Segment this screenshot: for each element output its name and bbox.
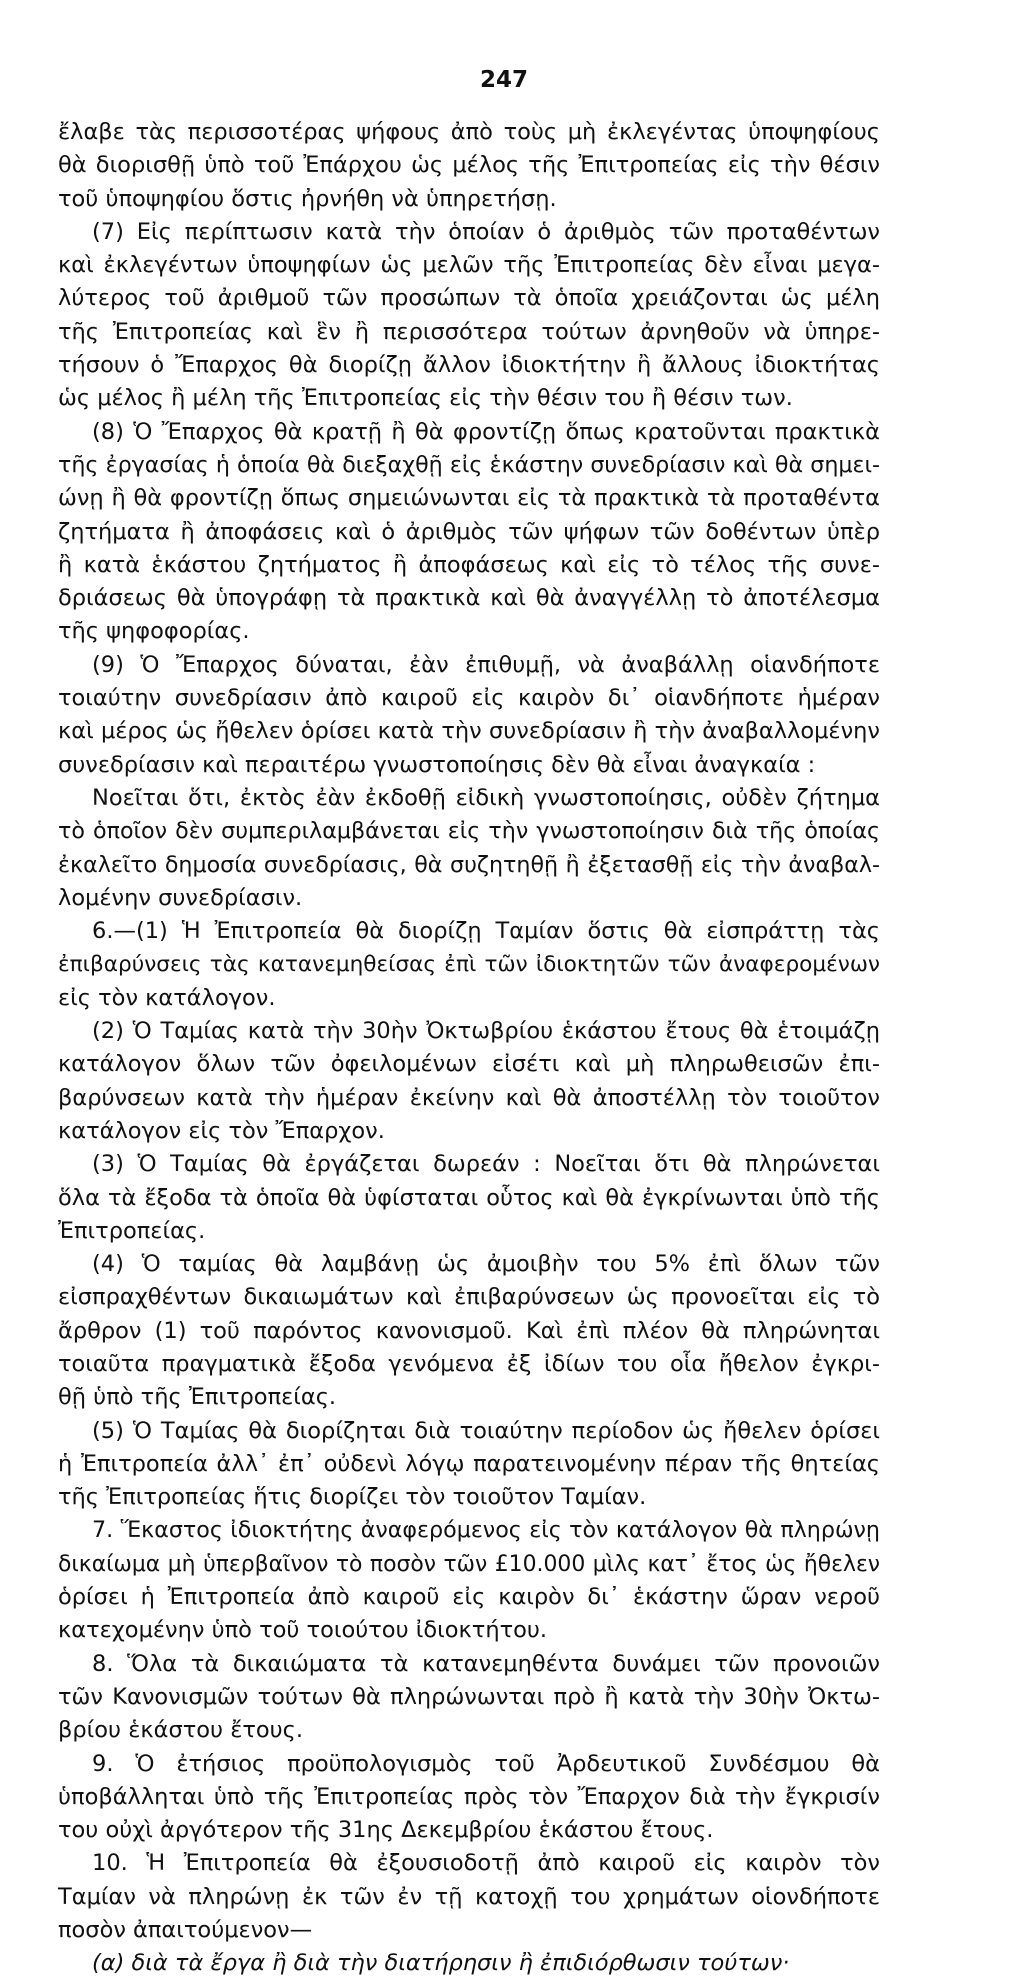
text-line: καὶ ἐκλεγέντων ὑποψηφίων ὡς μελῶν τῆς Ἐπιτροπείας δὲν εἶναι μεγα-: [58, 252, 880, 279]
paragraph-7: [58, 216, 880, 416]
text-line: 7. Ἕκαστος ἰδιοκτήτης ἀναφερόμενος εἰς τὸν κατάλογον θὰ πληρώνῃ: [92, 1517, 880, 1544]
text-line: ζητήματα ἢ ἀποφάσεις καὶ ὁ ἀριθμὸς τῶν ψήφων τῶν δοθέντων ὑπὲρ: [58, 518, 880, 545]
text-line: ἐκαλεῖτο δημοσία συνεδρίασις, θὰ συζητηθῇ ἢ ἐξετασθῇ εἰς τὴν ἀναβαλ-: [58, 851, 880, 878]
text-line: ὡς μέλος ἢ μέλη τῆς Ἐπιτροπείας εἰς τὴν θέσιν του ἢ θέσιν των.: [58, 385, 793, 412]
text-line: (α) διὰ τὰ ἔργα ἢ διὰ τὴν διατήρησιν ἢ ἐπιδιόρθωσιν τούτων·: [92, 1950, 790, 1977]
paragraph-9: [58, 649, 880, 782]
text-line: ἔλαβε τὰς περισσοτέρας ψήφους ἀπὸ τοὺς μὴ ἐκλεγέντας ὑποψηφίους: [58, 119, 880, 145]
text-line: εἰσπραχθέντων δικαιωμάτων καὶ ἐπιβαρύνσεων ὡς προνοεῖται εἰς τὸ: [58, 1284, 880, 1311]
section-7: [58, 1514, 880, 1647]
text-line: Νοεῖται ὅτι, ἐκτὸς ἐὰν ἐκδοθῇ εἰδικὴ γνωστοποίησις, οὐδὲν ζήτημα: [92, 784, 880, 811]
text-line: ὑποβάλληται ὑπὸ τῆς Ἐπιτροπείας πρὸς τὸν Ἔπαρχον διὰ τὴν ἔγκρισίν: [58, 1783, 880, 1810]
text-line: τοῦ ὑποψηφίου ὅστις ἠρνήθη νὰ ὑπηρετήσῃ.: [58, 185, 557, 212]
text-line: 9. Ὁ ἐτήσιος προϋπολογισμὸς τοῦ Ἀρδευτικοῦ Συνδέσμου θὰ: [92, 1750, 880, 1777]
document-page: [58, 58, 880, 1977]
text-line: ποσὸν ἀπαιτούμενον—: [58, 1917, 313, 1944]
text-line: κατεχομένην ὑπὸ τοῦ τοιούτου ἰδιοκτήτου.: [58, 1617, 548, 1644]
text-line: (7) Εἰς περίπτωσιν κατὰ τὴν ὁποίαν ὁ ἀριθμὸς τῶν προταθέντων: [92, 218, 880, 245]
text-line: 6.—(1) Ἡ Ἐπιτροπεία θὰ διορίζῃ Ταμίαν ὅστις θὰ εἰσπράττῃ τὰς: [92, 918, 880, 945]
text-line: Ταμίαν νὰ πληρώνῃ ἐκ τῶν ἐν τῇ κατοχῇ του χρημάτων οἱονδήποτε: [58, 1883, 880, 1910]
text-line: (2) Ὁ Ταμίας κατὰ τὴν 30ὴν Ὀκτωβρίου ἑκάστου ἔτους θὰ ἑτοιμάζῃ: [92, 1018, 880, 1045]
text-line: ἐπιβαρύνσεις τὰς κατανεμηθείσας ἐπὶ τῶν ἰδιοκτητῶν τῶν ἀναφερομένων: [58, 952, 880, 978]
text-line: τῆς Ἐπιτροπείας καὶ ἓν ἢ περισσότερα τούτων ἀρνηθοῦν νὰ ὑπηρε-: [58, 318, 880, 345]
text-line: τοιαύτην συνεδρίασιν ἀπὸ καιροῦ εἰς καιρὸν δι᾽ οἱανδήποτε ἡμέραν: [58, 685, 880, 712]
paragraph-continuation: [58, 116, 880, 216]
text-line: βρίου ἑκάστου ἔτους.: [58, 1717, 304, 1744]
section-10-a: [58, 1947, 880, 1980]
text-line: θὰ διορισθῇ ὑπὸ τοῦ Ἐπάρχου ὡς μέλος τῆς Ἐπιτροπείας εἰς τὴν θέσιν: [58, 152, 880, 179]
text-line: ὅλα τὰ ἔξοδα τὰ ὁποῖα θὰ ὑφίσταται οὗτος καὶ θὰ ἐγκρίνωνται ὑπὸ τῆς: [58, 1184, 880, 1211]
text-line: ἄρθρον (1) τοῦ παρόντος κανονισμοῦ. Καὶ ἐπὶ πλέον θὰ πληρώνηται: [58, 1317, 880, 1344]
text-line: (3) Ὁ Ταμίας θὰ ἐργάζεται δωρεάν : Νοεῖται ὅτι θὰ πληρώνεται: [92, 1151, 880, 1178]
text-line: δριάσεως θὰ ὑπογράφῃ τὰ πρακτικὰ καὶ θὰ ἀναγγέλλῃ τὸ ἀποτέλεσμα: [58, 585, 880, 612]
text-line: κατάλογον ὅλων τῶν ὀφειλομένων εἰσέτι καὶ μὴ πληρωθεισῶν ἐπι-: [58, 1051, 880, 1078]
text-line: λύτερος τοῦ ἀριθμοῦ τῶν προσώπων τὰ ὁποῖα χρειάζονται ὡς μέλη: [58, 285, 880, 312]
text-line: Ἐπιτροπείας.: [58, 1217, 206, 1244]
section-9: [58, 1748, 880, 1848]
paragraph-9-proviso: [58, 782, 880, 915]
text-line: δικαίωμα μὴ ὑπερβαῖνον τὸ ποσὸν τῶν £10.000 μὶλς κατ᾽ ἔτος ὡς ἤθελεν: [58, 1551, 880, 1577]
text-line: ὁρίσει ἡ Ἐπιτροπεία ἀπὸ καιροῦ εἰς καιρὸν δι᾽ ἑκάστην ὥραν νεροῦ: [58, 1584, 880, 1611]
document-body: [58, 116, 880, 1981]
page-number: 247: [479, 67, 528, 93]
section-6-4: [58, 1248, 880, 1414]
text-line: τῶν Κανονισμῶν τούτων θὰ πληρώνωνται πρὸ ἢ κατὰ τὴν 30ὴν Ὀκτω-: [58, 1683, 880, 1710]
section-10: [58, 1847, 880, 1947]
text-line: βαρύνσεων κατὰ τὴν ἡμέραν ἐκείνην καὶ θὰ ἀποστέλλῃ τὸν τοιοῦτον: [58, 1084, 880, 1111]
text-line: εἰς τὸν κατάλογον.: [58, 984, 276, 1011]
section-6-5: [58, 1415, 880, 1515]
section-6-1: [58, 915, 880, 1015]
text-line: (8) Ὁ Ἔπαρχος θὰ κρατῇ ἢ θὰ φροντίζῃ ὅπως κρατοῦνται πρακτικὰ: [92, 418, 880, 445]
text-line: θῇ ὑπὸ τῆς Ἐπιτροπείας.: [58, 1384, 337, 1411]
text-line: συνεδρίασιν καὶ περαιτέρω γνωστοποίησις δὲν θὰ εἶναι ἀναγκαία :: [58, 751, 816, 778]
text-line: 8. Ὅλα τὰ δικαιώματα τὰ κατανεμηθέντα δυνάμει τῶν προνοιῶν: [92, 1650, 880, 1677]
text-line: τοιαῦτα πραγματικὰ ἔξοδα γενόμενα ἐξ ἰδίων του οἷα ἤθελον ἐγκρι-: [58, 1350, 880, 1377]
text-line: λομένην συνεδρίασιν.: [58, 884, 303, 911]
section-8: [58, 1648, 880, 1748]
text-line: 10. Ἡ Ἐπιτροπεία θὰ ἐξουσιοδοτῇ ἀπὸ καιροῦ εἰς καιρὸν τὸν: [92, 1850, 880, 1877]
text-line: ἡ Ἐπιτροπεία ἀλλ᾽ ἐπ᾽ οὐδενὶ λόγῳ παρατεινομένην πέραν τῆς θητείας: [58, 1450, 880, 1477]
text-line: ἢ κατὰ ἑκάστου ζητήματος ἢ ἀποφάσεως καὶ εἰς τὸ τέλος τῆς συνε-: [58, 551, 880, 578]
section-6-3: [58, 1148, 880, 1248]
text-line: (9) Ὁ Ἔπαρχος δύναται, ἐὰν ἐπιθυμῇ, νὰ ἀναβάλλῃ οἱανδήποτε: [92, 651, 880, 678]
text-line: τήσουν ὁ Ἔπαρχος θὰ διορίζῃ ἄλλον ἰδιοκτήτην ἢ ἄλλους ἰδιοκτήτας: [58, 352, 880, 379]
text-line: (4) Ὁ ταμίας θὰ λαμβάνῃ ὡς ἀμοιβὴν του 5% ἐπὶ ὅλων τῶν: [92, 1251, 880, 1278]
text-line: τῆς Ἐπιτροπείας ἥτις διορίζει τὸν τοιοῦτον Ταμίαν.: [58, 1484, 647, 1511]
text-line: τῆς ψηφοφορίας.: [58, 618, 250, 645]
text-line: (5) Ὁ Ταμίας θὰ διορίζηται διὰ τοιαύτην περίοδον ὡς ἤθελεν ὁρίσει: [92, 1417, 880, 1444]
text-line: ώνῃ ἢ θὰ φροντίζῃ ὅπως σημειώνωνται εἰς τὰ πρακτικὰ τὰ προταθέντα: [58, 485, 880, 512]
paragraph-8: [58, 416, 880, 649]
section-6-2: [58, 1015, 880, 1148]
text-line: τὸ ὁποῖον δὲν συμπεριλαμβάνεται εἰς τὴν γνωστοποίησιν διὰ τῆς ὁποίας: [58, 818, 880, 845]
text-line: τῆς ἐργασίας ἡ ὁποία θὰ διεξαχθῇ εἰς ἑκάστην συνεδρίασιν καὶ θὰ σημει-: [58, 451, 880, 478]
text-line: του οὐχὶ ἀργότερον τῆς 31ης Δεκεμβρίου ἑκάστου ἔτους.: [58, 1817, 714, 1844]
text-line: κατάλογον εἰς τὸν Ἔπαρχον.: [58, 1117, 385, 1144]
text-line: καὶ μέρος ὡς ἤθελεν ὁρίσει κατὰ τὴν συνεδρίασιν ἢ τὴν ἀναβαλλομένην: [58, 718, 880, 745]
